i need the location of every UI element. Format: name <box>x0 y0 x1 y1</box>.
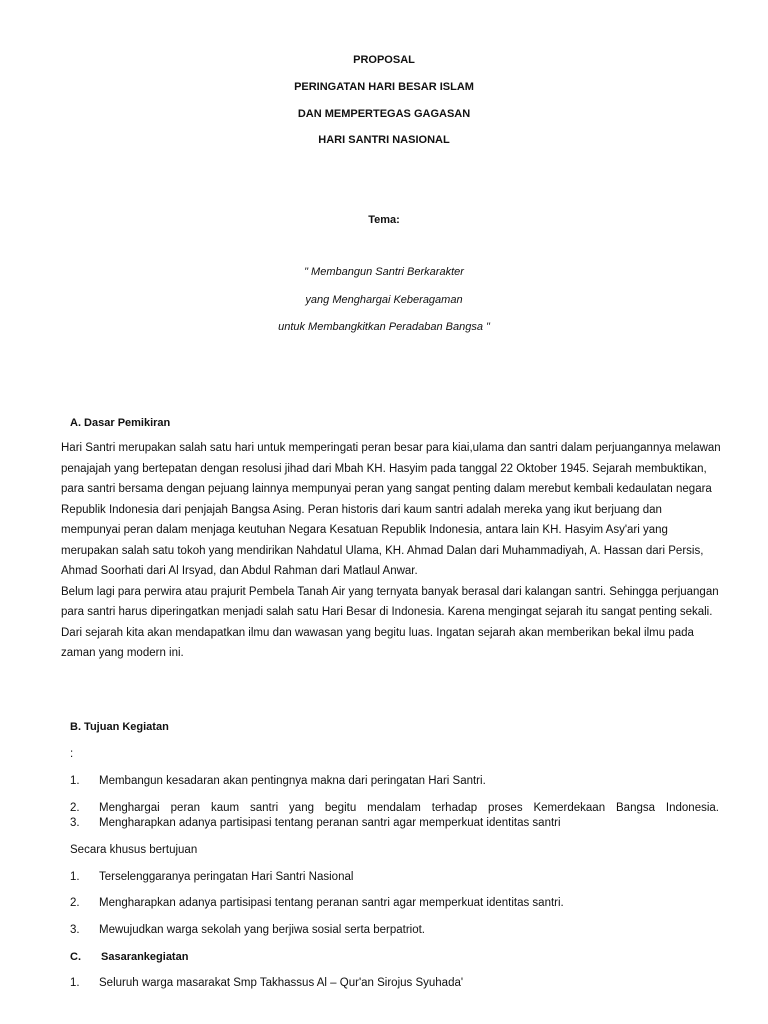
list-item-number: 3. <box>70 817 80 829</box>
doc-title-line-2: PERINGATAN HARI BESAR ISLAM <box>294 81 474 93</box>
list-item-number: 3. <box>70 924 80 936</box>
list-item-number: 1. <box>70 775 80 787</box>
list-item-text: Mengharapkan adanya partisipasi tentang peranan santri agar memperkuat identitas santri. <box>99 897 564 909</box>
tema-line-3: untuk Membangkitkan Peradaban Bangsa " <box>278 321 490 333</box>
section-b-heading: B. Tujuan Kegiatan <box>70 721 169 733</box>
tema-label: Tema: <box>368 214 400 226</box>
doc-title-line-3: DAN MEMPERTEGAS GAGASAN <box>297 108 471 120</box>
list-item-text: Terselenggaranya peringatan Hari Santri Nasional <box>99 871 354 883</box>
list-item-text: Membangun kesadaran akan pentingnya makna dari peringatan Hari Santri. <box>99 775 486 787</box>
section-c-number: C. <box>70 951 81 963</box>
section-a-paragraph-2: Belum lagi para perwira atau prajurit Pembela Tanah Air yang ternyata banyak berasal dari kalangan santri. Sehingga perjuangan para santri harus diperingatkan menjadi salah satu Hari Besar di Indonesia. Karena mengingat sejarah itu sangat penting sekali. Dari sejarah kita akan mendapatkan ilmu dan wawasan yang begitu luas. Ingatan sejarah akan memberikan bekal ilmu pada zaman yang modern ini. <box>61 585 719 659</box>
list-item-text: Mengharapkan adanya partisipasi tentang peranan santri agar memperkuat identitas santri <box>99 817 561 829</box>
list-item-number: 1. <box>70 871 80 883</box>
section-b-colon: : <box>70 748 74 760</box>
secara-khusus-label: Secara khusus bertujuan <box>70 844 198 856</box>
section-a-body <box>61 438 723 664</box>
doc-title-proposal: PROPOSAL <box>353 54 415 66</box>
section-a-paragraph-1: Hari Santri merupakan salah satu hari untuk memperingati peran besar para kiai,ulama dan santri dalam perjuangannya melawan penajajah yang bertepatan dengan resolusi jihad dari Mbah KH. Hasyim pada tanggal 22 Oktober 1945. Sejarah membuktikan, para santri bersama dengan pejuang lainnya mempunyai peran yang sangat penting dalam merebut kembali kedaulatan negara Republik Indonesia dari penjajah Bangsa Asing. Peran historis dari kaum santri adalah mereka yang ikut berjuang dan mempunyai peran dalam menjaga keutuhan Negara Kesatuan Republik Indonesia, antara lain KH. Hasyim Asy'ari yang merupakan salah satu tokoh yang mendirikan Nahdatul Ulama, KH. Ahmad Dalan dari Muhammadiyah, A. Hassan dari Persis, Ahmad Soorhati dari Al Irsyad, dan Abdul Rahman dari Matlaul Anwar. <box>61 442 721 577</box>
list-item-text: Menghargai peran kaum santri yang begitu mendalam terhadap proses Kemerdekaan Bangsa Indonesia. <box>99 802 719 814</box>
section-a-heading: A. Dasar Pemikiran <box>70 417 171 429</box>
tema-line-1: " Membangun Santri Berkarakter <box>304 266 464 278</box>
tema-line-2: yang Menghargai Keberagaman <box>305 294 463 306</box>
list-item-text: Mewujudkan warga sekolah yang berjiwa sosial serta berpatriot. <box>99 924 426 936</box>
list-item-number: 2. <box>70 897 80 909</box>
section-c-heading: Sasarankegiatan <box>101 951 189 963</box>
list-item-number: 1. <box>70 977 80 989</box>
list-item-text: Seluruh warga masarakat Smp Takhassus Al – Qur'an Sirojus Syuhada' <box>99 977 464 989</box>
doc-title-line-4: HARI SANTRI NASIONAL <box>318 134 450 146</box>
list-item-number: 2. <box>70 802 80 814</box>
